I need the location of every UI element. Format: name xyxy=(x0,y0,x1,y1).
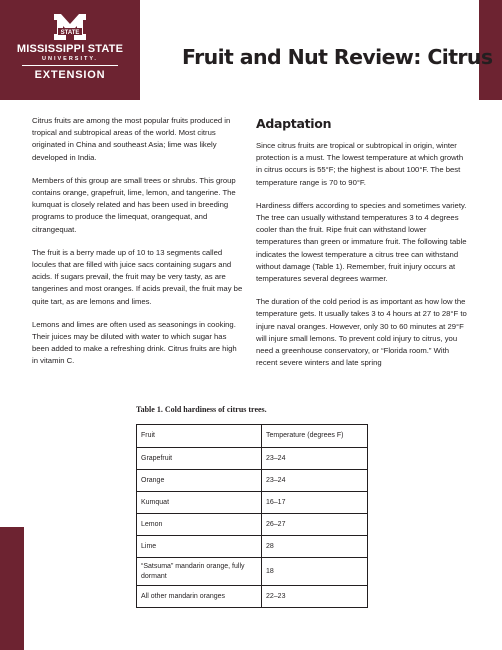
brand-extension: EXTENSION xyxy=(34,69,106,81)
table-cell-temperature: 28 xyxy=(262,536,368,558)
footer-accent-bar xyxy=(0,527,24,650)
msu-logo-icon xyxy=(52,12,88,42)
adaptation-paragraph: Since citrus fruits are tropical or subtropical in origin, winter protection is a must. The lowest temperature at which growth in citrus occurs is 55°F; the highest is about 100°F. The best temperature range is 70 to 90°F. xyxy=(256,141,464,187)
table-caption: Table 1. Cold hardiness of citrus trees. xyxy=(136,405,267,414)
table-cell-temperature: 16–17 xyxy=(262,492,368,514)
intro-paragraph: Lemons and limes are often used as seasonings in cooking. Their juices may be diluted with water to which sugar has been added to make a refreshing drink. Citrus fruits are high in vitamin C. xyxy=(32,319,237,366)
intro-paragraph: Members of this group are small trees or shrubs. This group contains orange, grapefruit, lime, lemon, and tangerine. The kumquat is closely related and has been used in breeding programs to produce the limequat, orangequat, and citrangequat. xyxy=(32,175,236,234)
table-cell-temperature: 23–24 xyxy=(262,448,368,470)
adaptation-paragraph: The duration of the cold period is as important as how low the temperature gets. It usually takes 3 to 4 hours at 27 to 28°F to injure naval oranges. However, only 30 to 60 minutes at 29°F will injure small lemons. To prevent cold injury to citrus, you need a greenhouse conservatory, or “Florida room.” With recent severe winters and late spring xyxy=(256,297,467,368)
page-title: Fruit and Nut Review: Citrus xyxy=(182,45,493,69)
section-heading-adaptation: Adaptation xyxy=(256,116,332,131)
brand-name: MISSISSIPPI STATE xyxy=(16,43,124,55)
table-cell-fruit: “Satsuma” mandarin orange, fully dormant xyxy=(137,558,262,586)
cold-hardiness-table xyxy=(136,424,368,608)
table-row xyxy=(137,470,368,492)
intro-column xyxy=(32,115,244,379)
table-row xyxy=(137,514,368,536)
table-cell-fruit: Lemon xyxy=(137,514,262,536)
table-header-fruit: Fruit xyxy=(137,425,262,448)
table-cell-temperature: 18 xyxy=(262,558,368,586)
brand-divider xyxy=(22,65,118,66)
table-header-row xyxy=(137,425,368,448)
logo-state-text: STATE xyxy=(60,29,80,36)
brand-university: UNIVERSITY. xyxy=(42,56,98,62)
table-row xyxy=(137,448,368,470)
table-cell-fruit: Kumquat xyxy=(137,492,262,514)
table-row xyxy=(137,536,368,558)
intro-paragraph: The fruit is a berry made up of 10 to 13 segments called locules that are filled with juice sacs containing sugars and acids. If sugars prevail, the fruit may be very tasty, as are tangerines and most oranges. If acids prevail, the fruit may be quite tart, as are lemons and limes. xyxy=(32,247,243,306)
table-cell-fruit: Grapefruit xyxy=(137,448,262,470)
table-cell-temperature: 23–24 xyxy=(262,470,368,492)
intro-paragraph: Citrus fruits are among the most popular fruits produced in tropical and subtropical areas of the world. Most citrus originated in China and southeast Asia; lime was likely developed in India. xyxy=(32,116,231,162)
table-cell-fruit: All other mandarin oranges xyxy=(137,586,262,608)
table-row xyxy=(137,586,368,608)
table-row xyxy=(137,492,368,514)
adaptation-paragraph: Hardiness differs according to species and sometimes variety. The tree can usually withstand temperatures 3 to 4 degrees cooler than the fruit. Ripe fruit can withstand lower temperatures than green or immature fruit. The following table indicates the lowest temperature a citrus tree can withstand without damage (Table 1). Remember, fruit injury occurs at temperatures several degrees warmer. xyxy=(256,200,467,284)
table-cell-fruit: Lime xyxy=(137,536,262,558)
table-row xyxy=(137,558,368,586)
adaptation-column xyxy=(256,140,471,380)
table-header-temperature: Temperature (degrees F) xyxy=(262,425,368,448)
table-cell-fruit: Orange xyxy=(137,470,262,492)
brand-logo-block xyxy=(0,0,140,100)
table-cell-temperature: 22–23 xyxy=(262,586,368,608)
table-cell-temperature: 26–27 xyxy=(262,514,368,536)
